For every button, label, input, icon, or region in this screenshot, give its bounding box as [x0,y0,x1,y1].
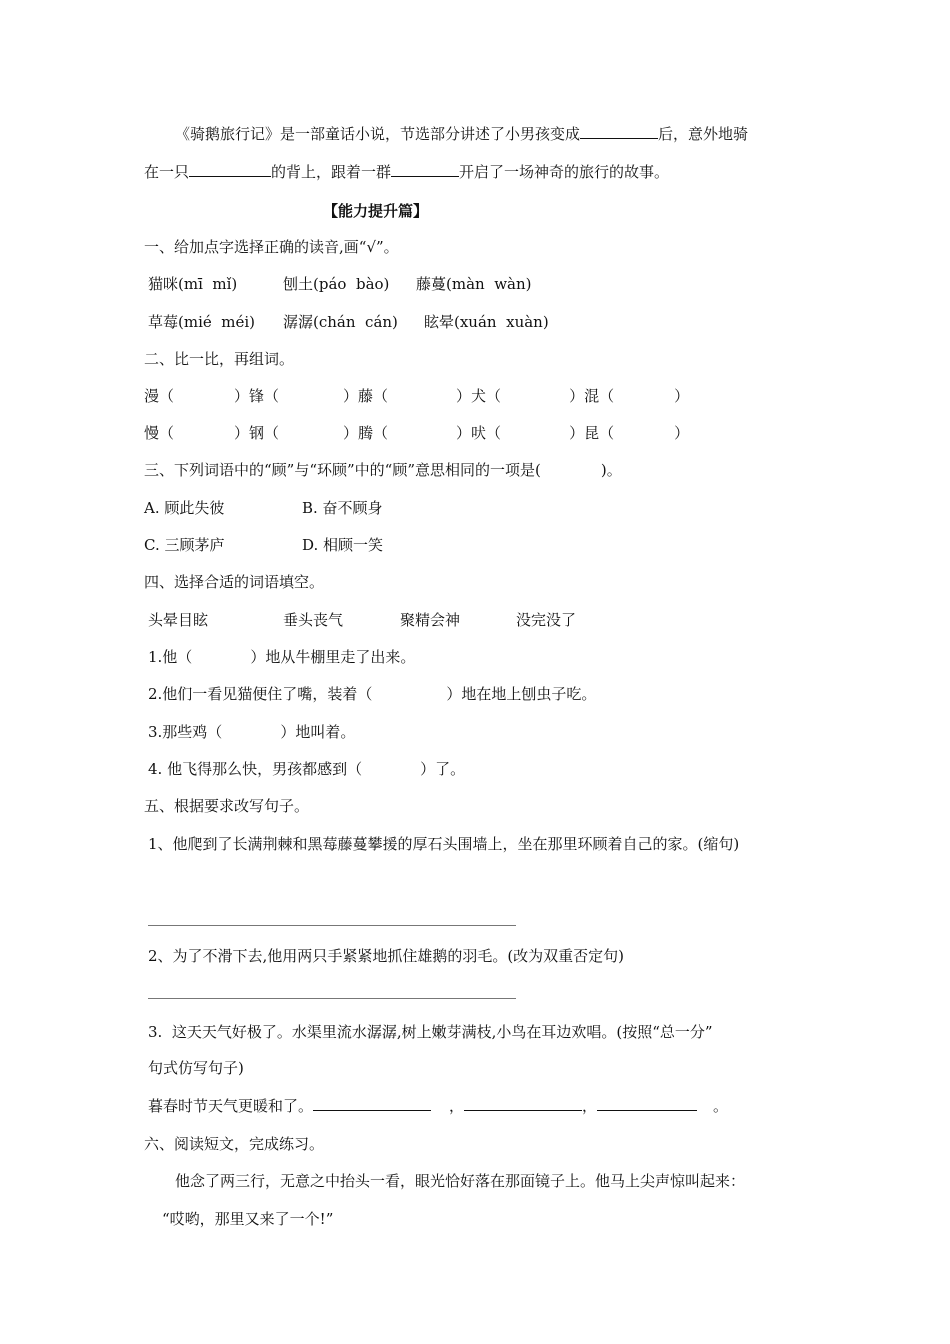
q5-answer-row [148,1096,728,1116]
word-choice: 头晕目眩 [148,611,209,629]
pinyin-option[interactable]: 藤蔓(màn wàn) [416,275,532,293]
reading-paragraph: 他念了两三行，无意之中抬头一看，眼光恰好落在那面镜子上。他马上尖声惊叫起来： [175,1172,746,1190]
pinyin-option[interactable]: 潺潺(chán cán) [283,313,398,331]
answer-line[interactable] [148,925,516,926]
pinyin-option[interactable]: 刨土(páo bào) [283,275,390,293]
q4-text: 2.他们一看见猫便住了嘴，装着（ [148,685,373,703]
reading-paragraph: “哎哟，那里又来了一个!” [162,1210,334,1228]
q5-sentence-3-line-2: 句式仿写句子) [148,1059,244,1077]
pinyin-option[interactable]: 草莓(mié méi) [148,313,256,331]
question-1-title: 一、给加点字选择正确的读音,画“√”。 [144,238,399,256]
q2-char: ）藤（ [343,387,389,405]
option-a[interactable]: A. 顾此失彼 [144,499,225,517]
q2-char: ）昆（ [569,424,615,442]
fill-blank[interactable] [313,1096,431,1111]
intro-text: 在一只 [144,163,190,181]
q2-char: ）锋（ [234,387,280,405]
q4-sentence-2 [148,684,596,704]
intro-text: 《骑鹅旅行记》是一部童话小说，节选部分讲述了小男孩变成 [175,125,581,143]
q3-text: 三、下列词语中的“顾”与“环顾”中的“顾”意思相同的一项是( [144,461,541,479]
intro-line-2 [144,162,669,182]
q5-text: ， [582,1097,598,1115]
fill-blank[interactable] [189,162,271,177]
q4-sentence-1 [148,647,415,667]
intro-text: 的背上，跟着一群 [271,163,392,181]
q2-char: ）钢（ [234,424,280,442]
q4-text: 4. 他飞得那么快，男孩都感到（ [148,760,363,778]
q4-text: 1.他（ [148,648,193,666]
q2-char: ）犬（ [456,387,502,405]
q4-text: ）地叫着。 [280,723,356,741]
q4-text: ）地从牛棚里走了出来。 [250,648,416,666]
q2-char: 慢（ [144,424,175,442]
q5-text: 暮春时节天气更暖和了。 [148,1097,314,1115]
q5-text: ， [449,1097,465,1115]
q5-sentence-1: 1、他爬到了长满荆棘和黑莓藤蔓攀援的厚石头围墙上，坐在那里环顾着自己的家。(缩句) [148,835,740,853]
word-choice: 没完没了 [516,611,577,629]
intro-line-1 [175,124,748,144]
intro-text: 开启了一场神奇的旅行的故事。 [459,163,670,181]
fill-blank[interactable] [580,124,658,139]
q2-char: ）混（ [569,387,615,405]
word-choice: 垂头丧气 [283,611,344,629]
question-6-title: 六、阅读短文，完成练习。 [144,1135,325,1153]
q2-row-1 [144,386,689,406]
option-b[interactable]: B. 奋不顾身 [302,499,383,517]
q2-char: ）腾（ [343,424,389,442]
question-4-title: 四、选择合适的词语填空。 [144,573,325,591]
q4-text: ）地在地上刨虫子吃。 [446,685,597,703]
intro-text: 后，意外地骑 [658,125,749,143]
q4-sentence-4 [148,759,465,779]
pinyin-option[interactable]: 眩晕(xuán xuàn) [424,313,549,331]
q2-char: ） [674,424,690,442]
q5-sentence-3-line-1: 3. 这天天气好极了。水渠里流水潺潺,树上嫩芽满枝,小鸟在耳边欢唱。(按照“总一分” [148,1023,713,1041]
option-d[interactable]: D. 相顾一笑 [302,536,384,554]
question-2-title: 二、比一比，再组词。 [144,350,295,368]
q2-char: ） [674,387,690,405]
q4-sentence-3 [148,722,355,742]
q4-text: 3.那些鸡（ [148,723,223,741]
fill-blank[interactable] [391,162,459,177]
q2-row-2 [144,423,689,443]
question-5-title: 五、根据要求改写句子。 [144,797,310,815]
q3-text: )。 [600,461,622,479]
section-title: 【能力提升篇】 [323,202,429,220]
option-c[interactable]: C. 三顾茅庐 [144,536,225,554]
fill-blank[interactable] [464,1096,582,1111]
question-3-title [144,460,622,480]
q5-text: 。 [713,1097,729,1115]
q5-sentence-2: 2、为了不滑下去,他用两只手紧紧地抓住雄鹅的羽毛。(改为双重否定句) [148,947,625,965]
word-choice: 聚精会神 [400,611,461,629]
q2-char: ）吠（ [456,424,502,442]
pinyin-option[interactable]: 猫咪(mī mǐ) [148,275,238,293]
q4-text: ）了。 [420,760,466,778]
q2-char: 漫（ [144,387,175,405]
answer-line[interactable] [148,998,516,999]
fill-blank[interactable] [597,1096,697,1111]
